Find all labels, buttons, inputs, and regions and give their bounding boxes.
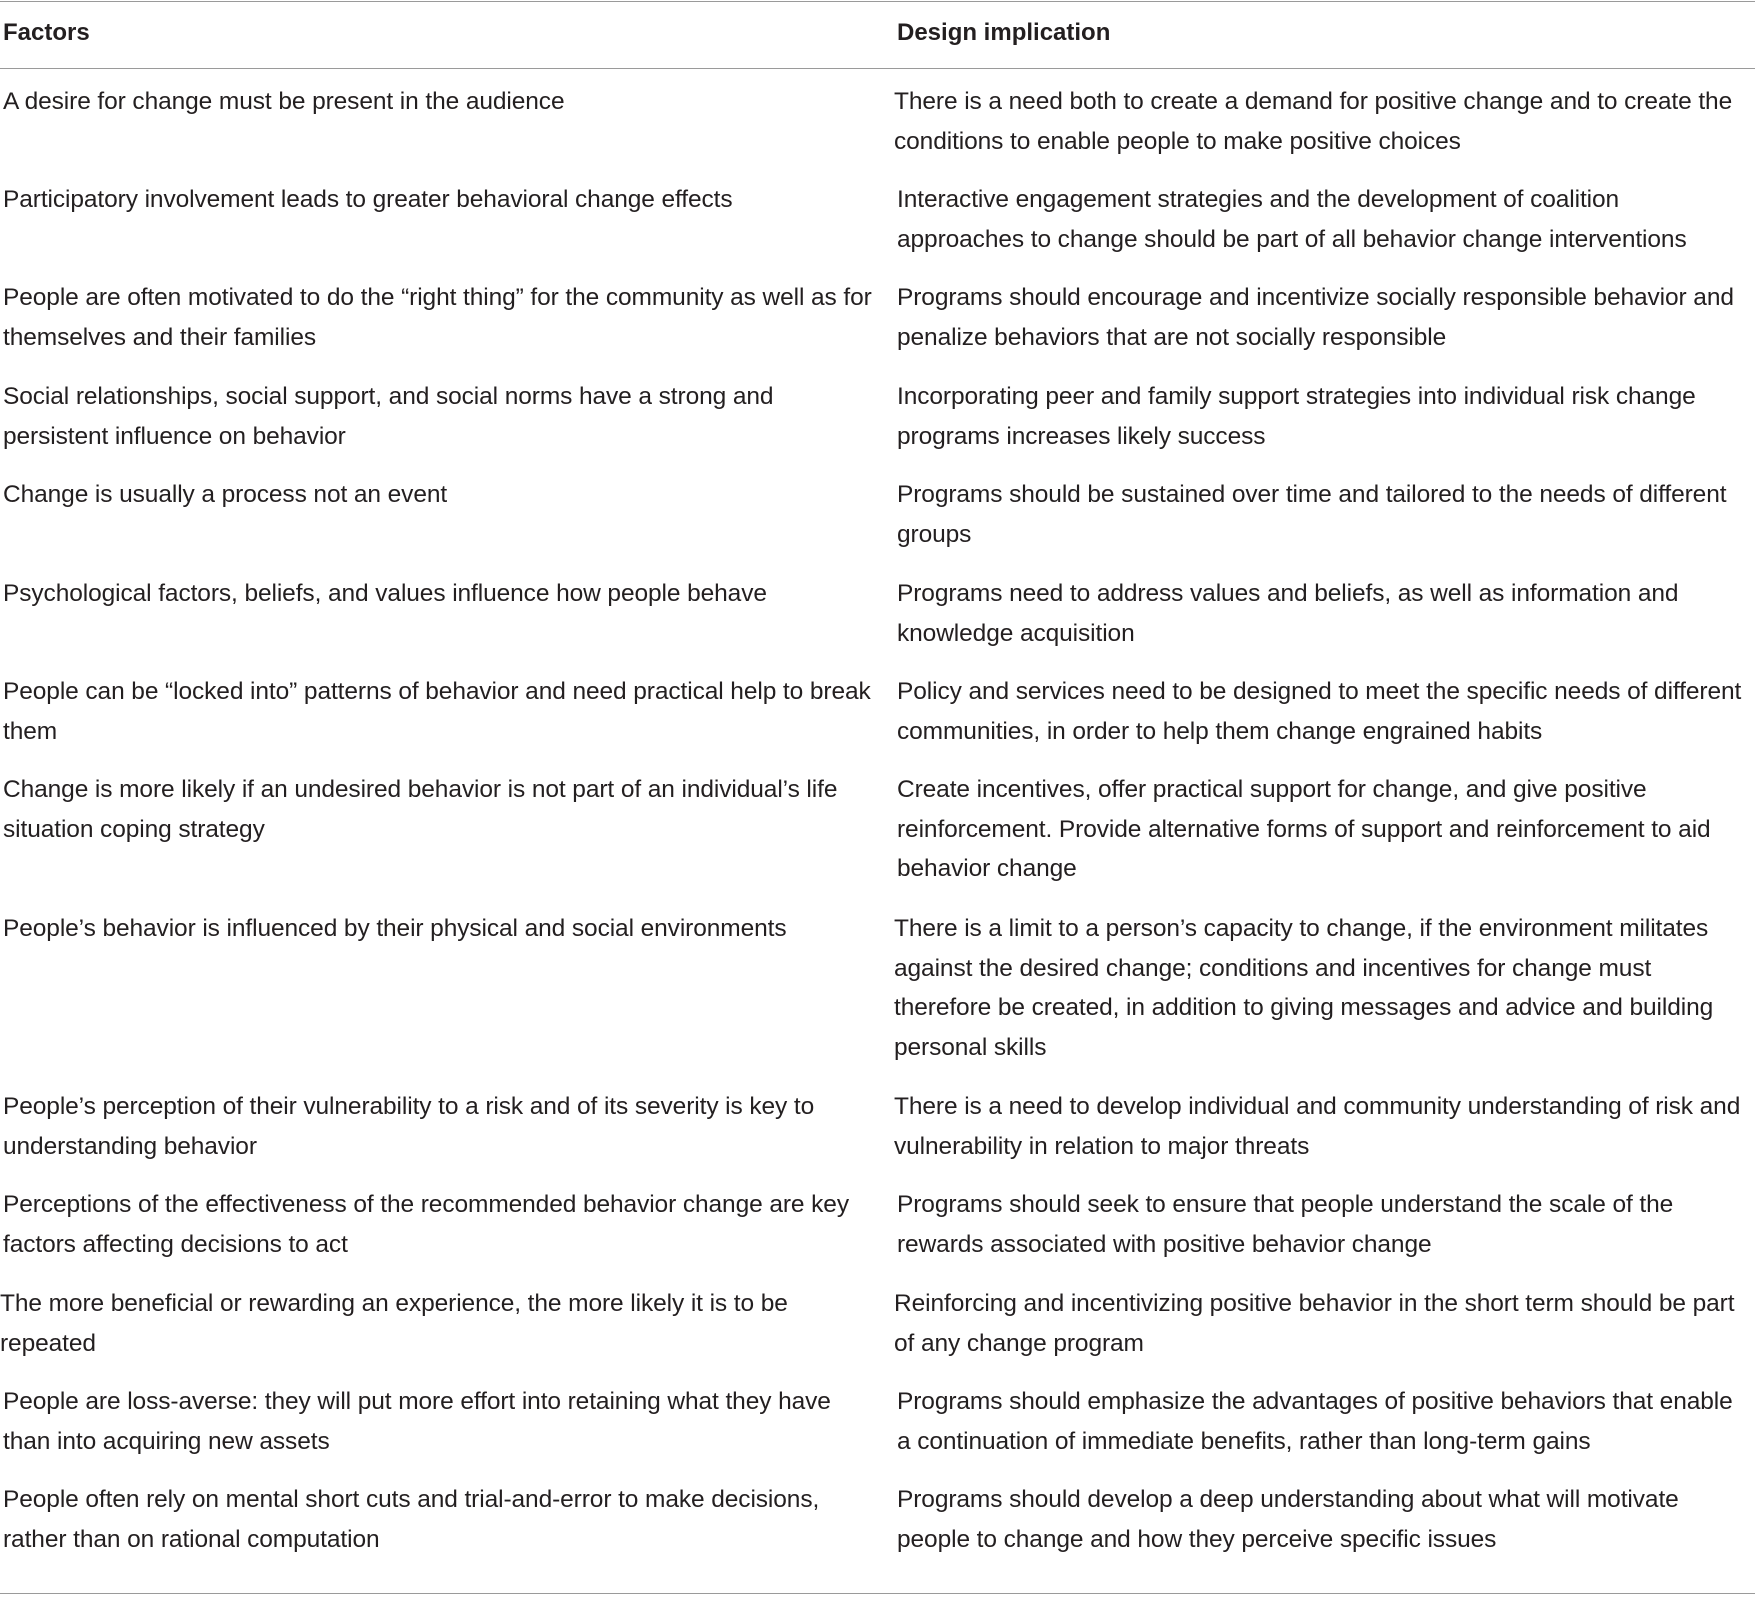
implication-cell: Create incentives, offer practical support for change, and give positive reinforcement. Provide alternative forms of support and reinforcement to aid behavior change	[897, 776, 1711, 883]
table-row	[0, 770, 1755, 909]
factor-cell: The more beneficial or rewarding an experience, the more likely it is to be repeated	[0, 1290, 788, 1357]
implication-cell: Programs should encourage and incentivize socially responsible behavior and penalize behaviors that are not socially responsible	[897, 284, 1734, 351]
table-bottom-rule	[0, 1593, 1755, 1594]
factor-cell: Change is more likely if an undesired behavior is not part of an individual’s life situation coping strategy	[3, 776, 838, 843]
implication-cell: There is a need both to create a demand for positive change and to create the conditions to enable people to make positive choices	[894, 88, 1733, 155]
table-row	[0, 672, 1755, 770]
implication-cell: There is a need to develop individual and community understanding of risk and vulnerability in relation to major threats	[894, 1093, 1741, 1160]
factor-cell: Psychological factors, beliefs, and values influence how people behave	[3, 580, 767, 607]
factor-cell: People are loss-averse: they will put more effort into retaining what they have than into acquiring new assets	[3, 1388, 831, 1455]
implication-cell: Programs should seek to ensure that people understand the scale of the rewards associated with positive behavior change	[897, 1191, 1674, 1258]
table-row	[0, 278, 1755, 377]
factor-cell: Change is usually a process not an event	[3, 481, 448, 508]
implication-cell: Incorporating peer and family support strategies into individual risk change programs increases likely success	[897, 383, 1696, 450]
factor-cell: People can be “locked into” patterns of behavior and need practical help to break them	[3, 678, 871, 745]
table-row	[0, 1284, 1755, 1382]
table-row	[0, 1480, 1755, 1578]
implication-cell: Programs should emphasize the advantages of positive behaviors that enable a continuation of immediate benefits, rather than long-term gains	[897, 1388, 1733, 1455]
factor-cell: A desire for change must be present in the audience	[3, 88, 565, 115]
implication-cell: Interactive engagement strategies and the development of coalition approaches to change should be part of all behavior change interventions	[897, 186, 1687, 253]
header-factors: Factors	[3, 19, 90, 46]
implication-cell: Policy and services need to be designed to meet the specific needs of different communities, in order to help them change engrained habits	[897, 678, 1742, 745]
table-row	[0, 909, 1755, 1087]
factor-cell: Social relationships, social support, and social norms have a strong and persistent influence on behavior	[3, 383, 774, 450]
table-row	[0, 377, 1755, 475]
table-body	[0, 69, 1755, 1578]
table-row	[0, 82, 1755, 180]
table-header	[0, 2, 1755, 68]
factor-cell: Perceptions of the effectiveness of the recommended behavior change are key factors affecting decisions to act	[3, 1191, 849, 1258]
table-row	[0, 1087, 1755, 1185]
implication-cell: There is a limit to a person’s capacity to change, if the environment militates against the desired change; conditions and incentives for change must therefore be created, in addition to giving messages and advice and building personal skills	[894, 915, 1714, 1061]
implication-cell: Programs should be sustained over time and tailored to the needs of different groups	[897, 481, 1727, 548]
factor-cell: Participatory involvement leads to greater behavioral change effects	[3, 186, 733, 213]
factor-cell: People are often motivated to do the “right thing” for the community as well as for themselves and their families	[3, 284, 872, 351]
table-row	[0, 180, 1755, 278]
table-row	[0, 574, 1755, 672]
header-design-implication: Design implication	[897, 19, 1111, 46]
table-row	[0, 1382, 1755, 1480]
table-row	[0, 1185, 1755, 1284]
factor-cell: People’s behavior is influenced by their physical and social environments	[3, 915, 787, 942]
implication-cell: Programs should develop a deep understanding about what will motivate people to change and how they perceive specific issues	[897, 1486, 1679, 1553]
implication-cell: Programs need to address values and beliefs, as well as information and knowledge acquisition	[897, 580, 1679, 647]
factor-cell: People’s perception of their vulnerability to a risk and of its severity is key to understanding behavior	[3, 1093, 815, 1160]
factor-cell: People often rely on mental short cuts and trial-and-error to make decisions, rather than on rational computation	[3, 1486, 820, 1553]
implication-cell: Reinforcing and incentivizing positive behavior in the short term should be part of any change program	[894, 1290, 1735, 1357]
table-row	[0, 475, 1755, 574]
